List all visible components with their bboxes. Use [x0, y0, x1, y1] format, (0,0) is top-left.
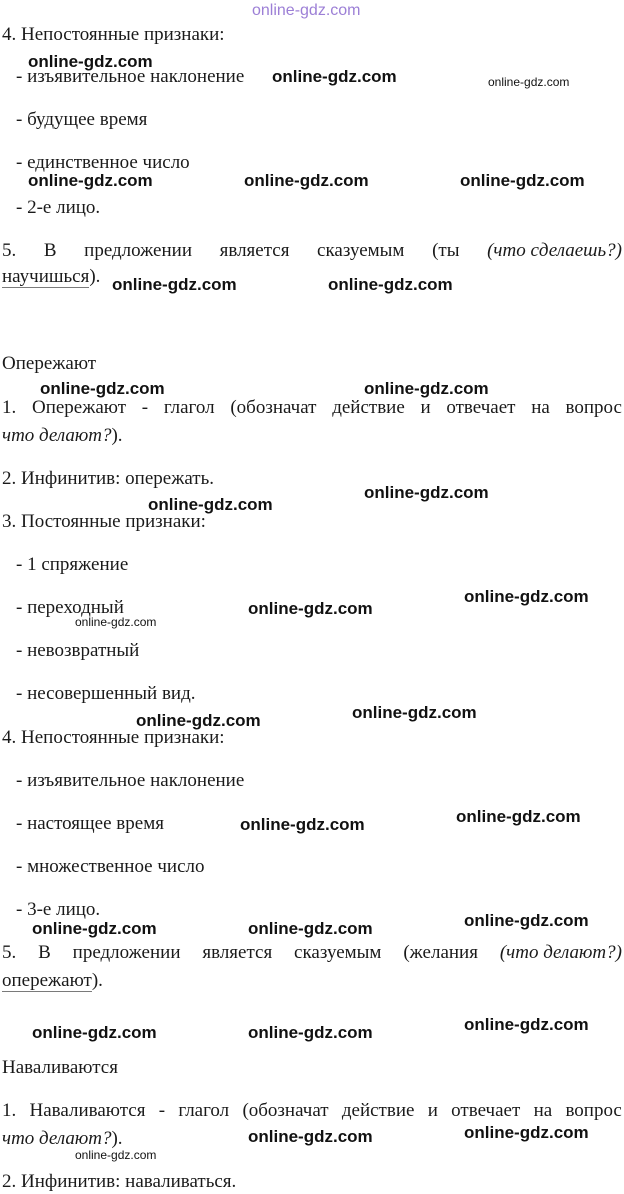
w2-p5-line1: 5. В предложении является сказуемым (желания (что делают?) [2, 942, 622, 963]
watermark: online-gdz.com [328, 275, 453, 294]
watermark: online-gdz.com [240, 815, 365, 834]
watermark: online-gdz.com [460, 171, 585, 190]
w2-p3-item-1: - 1 спряжение [16, 554, 129, 575]
w2-p4-title: 4. Непостоянные признаки: [2, 727, 225, 748]
w2-p1-line2: что делают?). [2, 425, 123, 446]
w2-p3-title: 3. Постоянные признаки: [2, 511, 206, 532]
b1-item-3: - единственное число [16, 152, 190, 173]
watermark: online-gdz.com [28, 171, 153, 190]
w2-heading: Опережают [2, 353, 97, 374]
w2-p2: 2. Инфинитив: опережать. [2, 468, 214, 489]
watermark: online-gdz.com [244, 171, 369, 190]
watermark: online-gdz.com [136, 711, 261, 730]
watermark: online-gdz.com [272, 67, 397, 86]
watermark: online-gdz.com [456, 807, 581, 826]
watermark: online-gdz.com [40, 379, 165, 398]
watermark: online-gdz.com [248, 1127, 373, 1146]
watermark: online-gdz.com [488, 75, 570, 89]
watermark: online-gdz.com [75, 1148, 157, 1162]
b1-p5-line1: 5. В предложении является сказуемым (ты (что сделаешь?) [2, 240, 622, 261]
w2-p5-line2: опережают). [2, 970, 103, 991]
b1-item-2: - будущее время [16, 109, 148, 130]
watermark: online-gdz.com [32, 1023, 157, 1042]
watermark: online-gdz.com [148, 495, 273, 514]
w2-p1-line1: 1. Опережают - глагол (обозначат действие и отвечает на вопрос [2, 397, 622, 418]
w3-p1-line1: 1. Наваливаются - глагол (обозначат действие и отвечает на вопрос [2, 1100, 622, 1121]
w3-p1-line2: что делают?). [2, 1128, 123, 1149]
w2-p4-item-2: - настоящее время [16, 813, 164, 834]
watermark: online-gdz.com [464, 1015, 589, 1034]
w2-p4-item-4: - 3-е лицо. [16, 899, 101, 920]
w2-p4-item-3: - множественное число [16, 856, 205, 877]
b1-title: 4. Непостоянные признаки: [2, 24, 225, 45]
watermark: online-gdz.com [75, 615, 157, 629]
w3-p2: 2. Инфинитив: наваливаться. [2, 1171, 237, 1192]
watermark-top: online-gdz.com [252, 2, 361, 19]
b1-p5-line2: научишься). [2, 266, 101, 287]
watermark: online-gdz.com [248, 599, 373, 618]
watermark: online-gdz.com [464, 911, 589, 930]
watermark: online-gdz.com [352, 703, 477, 722]
watermark: online-gdz.com [364, 379, 489, 398]
watermark: online-gdz.com [464, 1123, 589, 1142]
watermark: online-gdz.com [28, 52, 153, 71]
w2-p3-item-4: - несовершенный вид. [16, 683, 196, 704]
w2-p3-item-2: - переходный [16, 597, 124, 618]
watermark: online-gdz.com [464, 587, 589, 606]
watermark: online-gdz.com [248, 1023, 373, 1042]
b1-item-1: - изъявительное наклонение [16, 66, 245, 87]
w3-heading: Наваливаются [2, 1057, 118, 1078]
watermark: online-gdz.com [248, 919, 373, 938]
watermark: online-gdz.com [32, 919, 157, 938]
w2-p3-item-3: - невозвратный [16, 640, 140, 661]
watermark: online-gdz.com [112, 275, 237, 294]
watermark: online-gdz.com [364, 483, 489, 502]
w2-p4-item-1: - изъявительное наклонение [16, 770, 245, 791]
b1-item-4: - 2-е лицо. [16, 197, 101, 218]
